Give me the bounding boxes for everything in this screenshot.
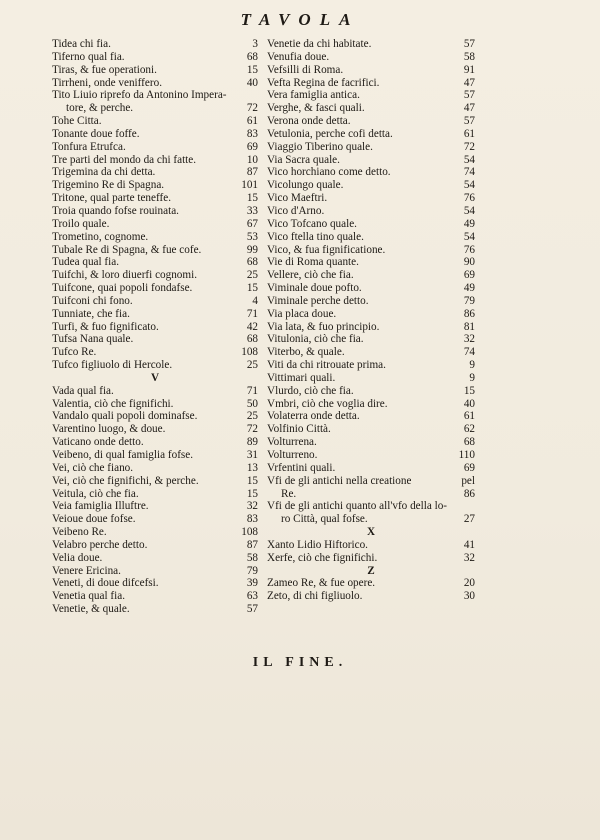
entry-text: Venere Ericina. <box>52 564 121 577</box>
entry-page-number: 4 <box>252 294 258 307</box>
entry-page-number: 71 <box>246 384 258 397</box>
entry-page-number: 54 <box>463 179 475 192</box>
index-entry <box>52 166 258 179</box>
index-entry <box>52 462 258 475</box>
entry-text: Vie di Roma quante. <box>267 256 359 269</box>
entry-text: Zameo Re, & fue opere. <box>267 577 376 590</box>
entry-text: Veitula, ciò che fia. <box>52 487 139 500</box>
entry-text: Vfi de gli antichi nella creatione <box>267 474 412 487</box>
entry-text: Veneti, di doue difcefsi. <box>52 577 159 590</box>
entry-page-number: 87 <box>246 538 258 551</box>
entry-text: Trigemina da chi detta. <box>52 166 156 179</box>
entry-text: Vico Maeftri. <box>267 192 328 205</box>
entry-text: Vico horchiano come detto. <box>267 166 391 179</box>
index-entry <box>52 603 258 616</box>
section-letter: X <box>366 526 376 539</box>
index-entry <box>267 359 475 372</box>
index-entry <box>52 179 258 192</box>
end-mark: IL FINE. <box>252 655 348 670</box>
entry-text: Vfi de gli antichi quanto all'vfo della lo- <box>267 500 448 513</box>
index-entry <box>52 488 258 501</box>
index-entry <box>52 38 258 51</box>
entry-page-number: 69 <box>246 140 258 153</box>
index-entry <box>267 552 475 565</box>
entry-page-number: pel <box>461 474 475 487</box>
entry-text: Vicolungo quale. <box>267 179 344 192</box>
entry-page-number: 32 <box>463 551 475 564</box>
entry-page-number: 72 <box>246 102 258 115</box>
index-entry <box>52 359 258 372</box>
entry-page-number: 15 <box>463 384 475 397</box>
entry-text: Tohe Citta. <box>52 115 102 128</box>
index-entry <box>267 115 475 128</box>
index-entry <box>267 577 475 590</box>
entry-page-number: 27 <box>463 513 475 526</box>
entry-text: Tirrheni, onde veniffero. <box>52 76 162 89</box>
index-entry <box>267 462 475 475</box>
entry-page-number: 49 <box>463 282 475 295</box>
entry-page-number: 86 <box>463 307 475 320</box>
entry-text: Veia famiglia Illuftre. <box>52 500 149 513</box>
index-entry <box>52 321 258 334</box>
entry-text: Tuifchi, & loro diuerfi cognomi. <box>52 269 198 282</box>
index-entry <box>52 475 258 488</box>
entry-text: Venufia doue. <box>267 50 330 63</box>
index-entry <box>52 398 258 411</box>
entry-text: Trigemino Re di Spagna. <box>52 179 165 192</box>
index-entry <box>52 154 258 167</box>
index-entry <box>52 51 258 64</box>
entry-text: Volaterra onde detta. <box>267 410 360 423</box>
entry-page-number: 54 <box>463 204 475 217</box>
entry-text: Vefta Regina de facrifici. <box>267 76 380 89</box>
entry-text: Valentia, ciò che fignifichi. <box>52 397 174 410</box>
entry-page-number: 9 <box>469 359 475 372</box>
entry-page-number: 54 <box>463 230 475 243</box>
entry-text: Volturreno. <box>267 449 318 461</box>
entry-page-number: 68 <box>246 50 258 63</box>
index-entry <box>52 256 258 269</box>
entry-text: Vera famiglia antica. <box>267 89 360 102</box>
section-letter: V <box>150 371 160 384</box>
entry-page-number: 58 <box>463 50 475 63</box>
entry-text: Varentino luogo, & doue. <box>52 423 166 436</box>
entry-text: Vaticano onde detto. <box>52 436 144 449</box>
index-entry <box>52 89 258 102</box>
entry-text: Tidea chi fia. <box>52 38 111 50</box>
index-entry <box>267 256 475 269</box>
entry-page-number: 61 <box>463 410 475 423</box>
index-entry <box>267 488 475 501</box>
entry-page-number: 108 <box>241 526 258 539</box>
entry-text: Vellere, ciò che fia. <box>267 269 354 282</box>
entry-text: Venetie, & quale. <box>52 603 130 616</box>
index-entry <box>267 282 475 295</box>
entry-text: Vei, ciò che fignifichi, & perche. <box>52 474 199 487</box>
entry-text: Zeto, di chi figliuolo. <box>267 590 363 603</box>
entry-text: Velabro perche detto. <box>52 538 148 551</box>
entry-page-number: 25 <box>246 359 258 372</box>
index-entry <box>267 398 475 411</box>
entry-text: Volfinio Città. <box>267 423 331 436</box>
index-entry <box>52 308 258 321</box>
entry-text: Tufco Re. <box>52 346 97 359</box>
entry-text: Veibeno, di qual famiglia fofse. <box>52 449 194 461</box>
entry-text: Vico ftella tino quale. <box>267 230 364 243</box>
entry-text: Vrfentini quali. <box>267 461 336 474</box>
entry-text: Volturrena. <box>267 436 317 449</box>
index-entry <box>52 244 258 257</box>
entry-text: Vetulonia, perche cofi detta. <box>267 127 393 140</box>
entry-text: Tudea qual fia. <box>52 256 120 269</box>
entry-page-number: 74 <box>463 346 475 359</box>
index-entry <box>267 218 475 231</box>
entry-text: Re. <box>281 487 297 500</box>
index-entry <box>267 423 475 436</box>
entry-page-number: 87 <box>246 166 258 179</box>
index-entry <box>52 577 258 590</box>
index-entry <box>52 565 258 578</box>
entry-page-number: 20 <box>463 577 475 590</box>
index-entry <box>52 346 258 359</box>
entry-page-number: 15 <box>246 63 258 76</box>
index-entry <box>267 77 475 90</box>
entry-text: Viminale doue pofto. <box>267 282 362 295</box>
index-entry <box>52 449 258 462</box>
entry-page-number: 15 <box>246 192 258 205</box>
entry-text: Venetie da chi habitate. <box>267 38 372 50</box>
entry-text: Vmbri, ciò che voglia dire. <box>267 397 388 410</box>
entry-page-number: 81 <box>463 320 475 333</box>
index-entry <box>267 539 475 552</box>
entry-text: Veioue doue fofse. <box>52 513 136 526</box>
entry-text: Tre parti del mondo da chi fatte. <box>52 153 197 166</box>
index-entry <box>267 295 475 308</box>
index-entry <box>267 166 475 179</box>
entry-page-number: 32 <box>463 333 475 346</box>
index-entry <box>52 192 258 205</box>
entry-page-number: 57 <box>463 115 475 128</box>
entry-page-number: 79 <box>463 294 475 307</box>
index-entry <box>267 38 475 51</box>
entry-page-number: 83 <box>246 513 258 526</box>
index-entry <box>267 192 475 205</box>
entry-text: Turfi, & fuo fignificato. <box>52 320 159 333</box>
index-entry <box>267 128 475 141</box>
index-entry <box>267 513 475 526</box>
entry-page-number: 47 <box>463 102 475 115</box>
entry-text: Vico Tofcano quale. <box>267 217 357 230</box>
entry-page-number: 47 <box>463 76 475 89</box>
entry-page-number: 90 <box>463 256 475 269</box>
entry-page-number: 42 <box>246 320 258 333</box>
index-entry <box>267 154 475 167</box>
entry-text: Xerfe, ciò che fignifichi. <box>267 551 378 564</box>
entry-page-number: 79 <box>246 564 258 577</box>
index-entry <box>267 231 475 244</box>
entry-page-number: 25 <box>246 269 258 282</box>
entry-page-number: 68 <box>246 333 258 346</box>
index-entry <box>267 308 475 321</box>
index-entry <box>267 475 475 488</box>
entry-page-number: 53 <box>246 230 258 243</box>
entry-text: Verghe, & fasci quali. <box>267 102 365 115</box>
entry-text: Via lata, & fuo principio. <box>267 320 380 333</box>
index-entry <box>267 244 475 257</box>
entry-page-number: 62 <box>463 423 475 436</box>
entry-text: Velia doue. <box>52 551 103 564</box>
entry-text: Tonfura Etrufca. <box>52 140 126 153</box>
entry-text: Vada qual fia. <box>52 384 114 397</box>
entry-text: Vei, ciò che fiano. <box>52 461 134 474</box>
entry-text: Vlurdo, ciò che fia. <box>267 384 354 397</box>
entry-text: Viminale perche detto. <box>267 294 369 307</box>
index-entry <box>52 295 258 308</box>
index-entry <box>52 77 258 90</box>
entry-text: Vico, & fua fignificatione. <box>267 243 386 256</box>
entry-page-number: 15 <box>246 474 258 487</box>
entry-text: Tunniate, che fia. <box>52 307 130 320</box>
entry-text: Troilo quale. <box>52 217 110 230</box>
index-entry <box>52 141 258 154</box>
entry-text: tore, & perche. <box>66 102 134 115</box>
index-entry <box>52 102 258 115</box>
index-entry <box>52 218 258 231</box>
entry-page-number: 49 <box>463 217 475 230</box>
index-entry <box>52 64 258 77</box>
index-entry <box>267 346 475 359</box>
entry-text: Vefsilli di Roma. <box>267 63 344 76</box>
entry-page-number: 40 <box>246 76 258 89</box>
entry-page-number: 68 <box>246 256 258 269</box>
entry-page-number: 74 <box>463 166 475 179</box>
entry-page-number: 30 <box>463 590 475 603</box>
index-entry <box>267 102 475 115</box>
entry-page-number: 57 <box>463 89 475 102</box>
index-entry <box>52 552 258 565</box>
entry-text: Vittimari quali. <box>267 371 336 384</box>
entry-page-number: 67 <box>246 217 258 230</box>
index-entry <box>267 410 475 423</box>
index-entry <box>52 333 258 346</box>
index-entry <box>52 423 258 436</box>
entry-text: Trometino, cognome. <box>52 230 149 243</box>
entry-text: Tito Liuio riprefo da Antonino Impera- <box>52 89 227 102</box>
entry-page-number: 57 <box>463 38 475 50</box>
entry-page-number: 9 <box>469 371 475 384</box>
entry-page-number: 69 <box>463 269 475 282</box>
entry-page-number: 108 <box>241 346 258 359</box>
index-entry <box>52 282 258 295</box>
entry-page-number: 31 <box>246 449 258 461</box>
entry-page-number: 76 <box>463 243 475 256</box>
index-entry <box>52 385 258 398</box>
index-column-right <box>267 38 475 603</box>
index-entry <box>52 115 258 128</box>
index-entry <box>267 141 475 154</box>
index-entry <box>267 51 475 64</box>
entry-page-number: 13 <box>246 461 258 474</box>
entry-page-number: 40 <box>463 397 475 410</box>
index-entry <box>267 590 475 603</box>
entry-page-number: 3 <box>252 38 258 50</box>
entry-page-number: 72 <box>246 423 258 436</box>
entry-page-number: 69 <box>463 461 475 474</box>
entry-page-number: 61 <box>246 115 258 128</box>
index-entry <box>52 128 258 141</box>
entry-text: Vitulonia, ciò che fia. <box>267 333 364 346</box>
entry-text: Troia quando fofse rouinata. <box>52 204 179 217</box>
entry-text: Tufco figliuolo di Hercole. <box>52 359 173 372</box>
entry-text: Vico d'Arno. <box>267 204 325 217</box>
entry-page-number: 99 <box>246 243 258 256</box>
entry-page-number: 71 <box>246 307 258 320</box>
index-entry <box>267 64 475 77</box>
index-entry <box>267 205 475 218</box>
page-header: TAVOLA <box>240 10 360 29</box>
index-entry <box>267 436 475 449</box>
entry-text: Tiferno qual fia. <box>52 50 125 63</box>
entry-text: Venetia qual fia. <box>52 590 125 603</box>
entry-page-number: 39 <box>246 577 258 590</box>
entry-text: Tuifcone, quai popoli fondafse. <box>52 282 193 295</box>
entry-text: Tubale Re di Spagna, & fue cofe. <box>52 243 202 256</box>
entry-page-number: 61 <box>463 127 475 140</box>
entry-text: Vandalo quali popoli dominafse. <box>52 410 198 423</box>
entry-page-number: 58 <box>246 551 258 564</box>
index-entry <box>267 321 475 334</box>
entry-page-number: 86 <box>463 487 475 500</box>
entry-page-number: 89 <box>246 436 258 449</box>
entry-text: Via placa doue. <box>267 307 337 320</box>
index-entry <box>52 526 258 539</box>
entry-text: Via Sacra quale. <box>267 153 340 166</box>
entry-text: Verona onde detta. <box>267 115 351 128</box>
index-entry <box>52 500 258 513</box>
index-entry <box>267 449 475 462</box>
entry-text: Veibeno Re. <box>52 526 107 539</box>
index-entry <box>52 205 258 218</box>
index-entry <box>52 231 258 244</box>
entry-page-number: 25 <box>246 410 258 423</box>
index-entry <box>52 436 258 449</box>
entry-text: Viaggio Tiberino quale. <box>267 140 373 153</box>
entry-page-number: 33 <box>246 204 258 217</box>
index-entry <box>52 410 258 423</box>
entry-text: Tuifconi chi fono. <box>52 294 133 307</box>
entry-page-number: 68 <box>463 436 475 449</box>
entry-text: Viti da chi ritrouate prima. <box>267 359 386 372</box>
index-entry <box>267 89 475 102</box>
entry-text: Tiras, & fue operationi. <box>52 63 157 76</box>
entry-page-number: 101 <box>241 179 258 192</box>
entry-page-number: 32 <box>246 500 258 513</box>
entry-page-number: 15 <box>246 487 258 500</box>
index-entry <box>52 539 258 552</box>
entry-page-number: 76 <box>463 192 475 205</box>
entry-page-number: 50 <box>246 397 258 410</box>
entry-page-number: 63 <box>246 590 258 603</box>
index-entry <box>267 333 475 346</box>
entry-page-number: 41 <box>463 538 475 551</box>
index-entry <box>52 513 258 526</box>
entry-text: Viterbo, & quale. <box>267 346 345 359</box>
entry-text: Tritone, qual parte teneffe. <box>52 192 171 205</box>
entry-text: Tonante doue foffe. <box>52 127 140 140</box>
entry-page-number: 54 <box>463 153 475 166</box>
entry-text: Xanto Lidio Hiftorico. <box>267 538 368 551</box>
index-entry <box>267 269 475 282</box>
index-entry <box>267 385 475 398</box>
index-entry <box>267 179 475 192</box>
entry-page-number: 72 <box>463 140 475 153</box>
entry-text: ro Città, qual fofse. <box>281 513 368 526</box>
index-entry <box>52 590 258 603</box>
entry-page-number: 10 <box>246 153 258 166</box>
entry-text: Tufsa Nana quale. <box>52 333 134 346</box>
index-entry <box>52 269 258 282</box>
entry-page-number: 110 <box>458 449 475 461</box>
section-letter: Z <box>367 564 375 577</box>
index-entry <box>267 500 475 513</box>
entry-page-number: 57 <box>246 603 258 616</box>
entry-page-number: 15 <box>246 282 258 295</box>
index-column-left <box>52 38 258 616</box>
entry-page-number: 83 <box>246 127 258 140</box>
entry-page-number: 91 <box>463 63 475 76</box>
index-entry <box>267 372 475 385</box>
